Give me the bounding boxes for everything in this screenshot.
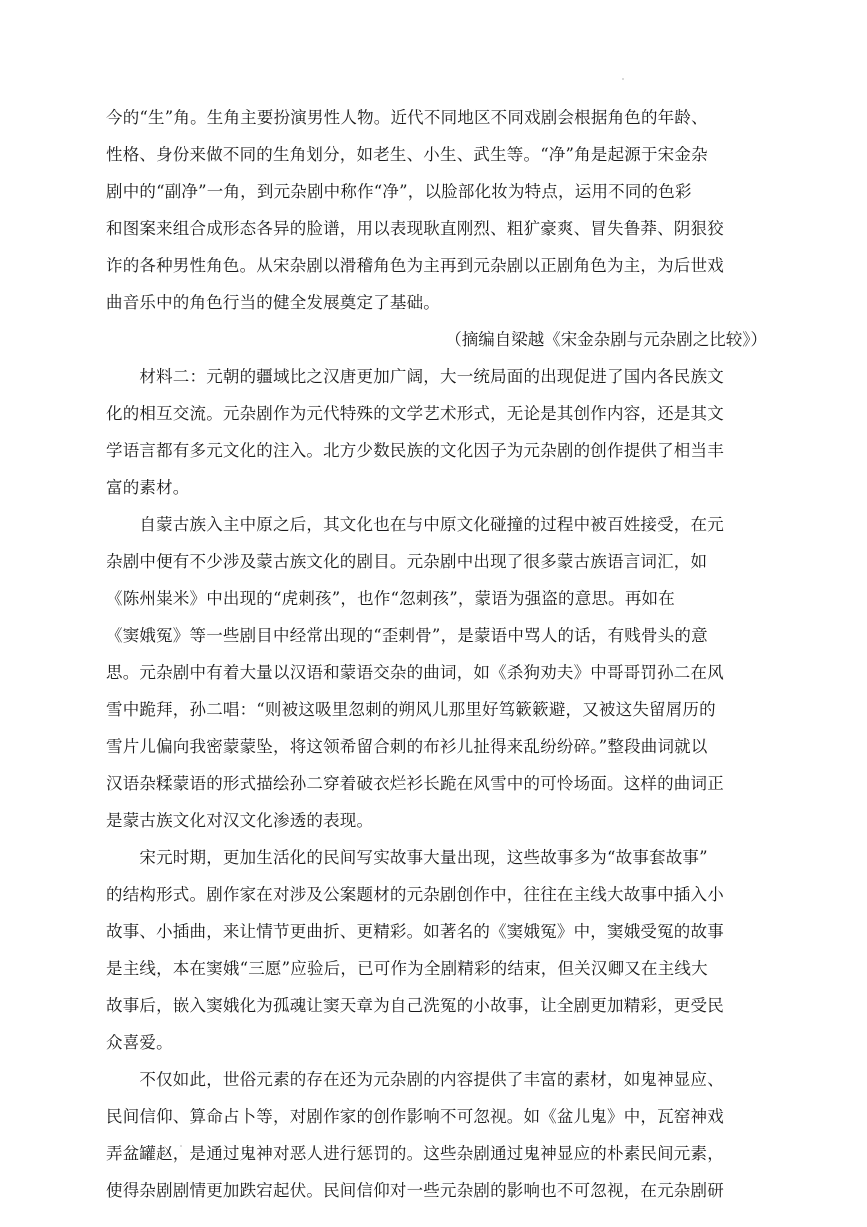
text-line: 的结构形式。剧作家在对涉及公案题材的元杂剧创作中，往往在主线大故事中插入小 <box>106 885 724 904</box>
text-line: 汉语杂糅蒙语的形式描绘孙二穿着破衣烂衫长跪在风雪中的可怜场面。这样的曲词正 <box>106 774 724 793</box>
scan-speck <box>622 78 624 80</box>
text-line: 学语言都有多元文化的注入。北方少数民族的文化因子为元杂剧的创作提供了相当丰 <box>106 441 724 460</box>
text-line: 诈的各种男性角色。从宋杂剧以滑稽角色为主再到元杂剧以正剧角色为主，为后世戏 <box>106 256 724 275</box>
text-line: 众喜爱。 <box>106 1033 173 1052</box>
text-line: 不仅如此，世俗元素的存在还为元杂剧的内容提供了丰富的素材，如鬼神显应、 <box>106 1070 724 1089</box>
text-line: 是蒙古族文化对汉文化渗透的表现。 <box>106 811 374 830</box>
text-line: 富的素材。 <box>106 478 190 497</box>
text-line: 曲音乐中的角色行当的健全发展奠定了基础。 <box>106 293 440 312</box>
text-line: 剧中的“副净”一角，到元杂剧中称作“净”，以脸部化妆为特点，运用不同的色彩 <box>106 182 692 201</box>
text-line: 化的相互交流。元杂剧作为元代特殊的文学艺术形式，无论是其创作内容，还是其文 <box>106 404 724 423</box>
text-line: 杂剧中便有不少涉及蒙古族文化的剧目。元杂剧中出现了很多蒙古族语言词汇，如 <box>106 552 708 571</box>
text-line: 故事后，嵌入窦娥化为孤魂让窦天章为自己洗冤的小故事，让全剧更加精彩，更受民 <box>106 996 724 1015</box>
text-line: 弄盆罐赵，是通过鬼神对恶人进行惩罚的。这些杂剧通过鬼神显应的朴素民间元素， <box>106 1144 724 1163</box>
text-line: 思。元杂剧中有着大量以汉语和蒙语交杂的曲词，如《杀狗劝夫》中哥哥罚孙二在风 <box>106 663 724 682</box>
text-line: 故事、小插曲，来让情节更曲折、更精彩。如著名的《窦娥冤》中，窦娥受冤的故事 <box>106 922 724 941</box>
text-line: 雪片儿偏向我密蒙蒙坠，将这领希留合刺的布衫儿扯得来乱纷纷碎。”整段曲词就以 <box>106 737 708 756</box>
text-line: 材料二：元朝的疆域比之汉唐更加广阔，大一统局面的出现促进了国内各民族文 <box>106 367 724 386</box>
text-line: 今的“生”角。生角主要扮演男性人物。近代不同地区不同戏剧会根据角色的年龄、 <box>106 108 708 127</box>
text-line: 性格、身份来做不同的生角划分，如老生、小生、武生等。“净”角是起源于宋金杂 <box>106 145 708 164</box>
text-line: 是主线，本在窦娥“三愿”应验后，已可作为全剧精彩的结束，但关汉卿又在主线大 <box>106 959 708 978</box>
text-line: 使得杂剧剧情更加跌宕起伏。民间信仰对一些元杂剧的影响也不可忽视，在元杂剧研 <box>106 1181 724 1200</box>
source-citation: （摘编自梁越《宋金杂剧与元杂剧之比较》） <box>445 330 767 349</box>
text-line: 宋元时期，更加生活化的民间写实故事大量出现，这些故事多为“故事套故事” <box>106 848 708 867</box>
text-line: 雪中跪拜，孙二唱：“则被这吸里忽刺的朔风儿那里好笃簌簌避，又被这失留屑历的 <box>106 700 716 719</box>
text-line: 《窦娥冤》等一些剧目中经常出现的“歪剌骨”，是蒙语中骂人的话，有贱骨头的意 <box>106 626 708 645</box>
text-line: 自蒙古族入主中原之后，其文化也在与中原文化碰撞的过程中被百姓接受，在元 <box>106 515 724 534</box>
text-line: 民间信仰、算命占卜等，对剧作家的创作影响不可忽视。如《盆儿鬼》中，瓦窑神戏 <box>106 1107 724 1126</box>
text-line: 和图案来组合成形态各异的脸谱，用以表现耿直刚烈、粗犷豪爽、冒失鲁莽、阴狠狡 <box>106 219 724 238</box>
text-line: 《陈州粜米》中出现的“虎刺孩”，也作“忽刺孩”，蒙语为强盗的意思。再如在 <box>106 589 675 608</box>
